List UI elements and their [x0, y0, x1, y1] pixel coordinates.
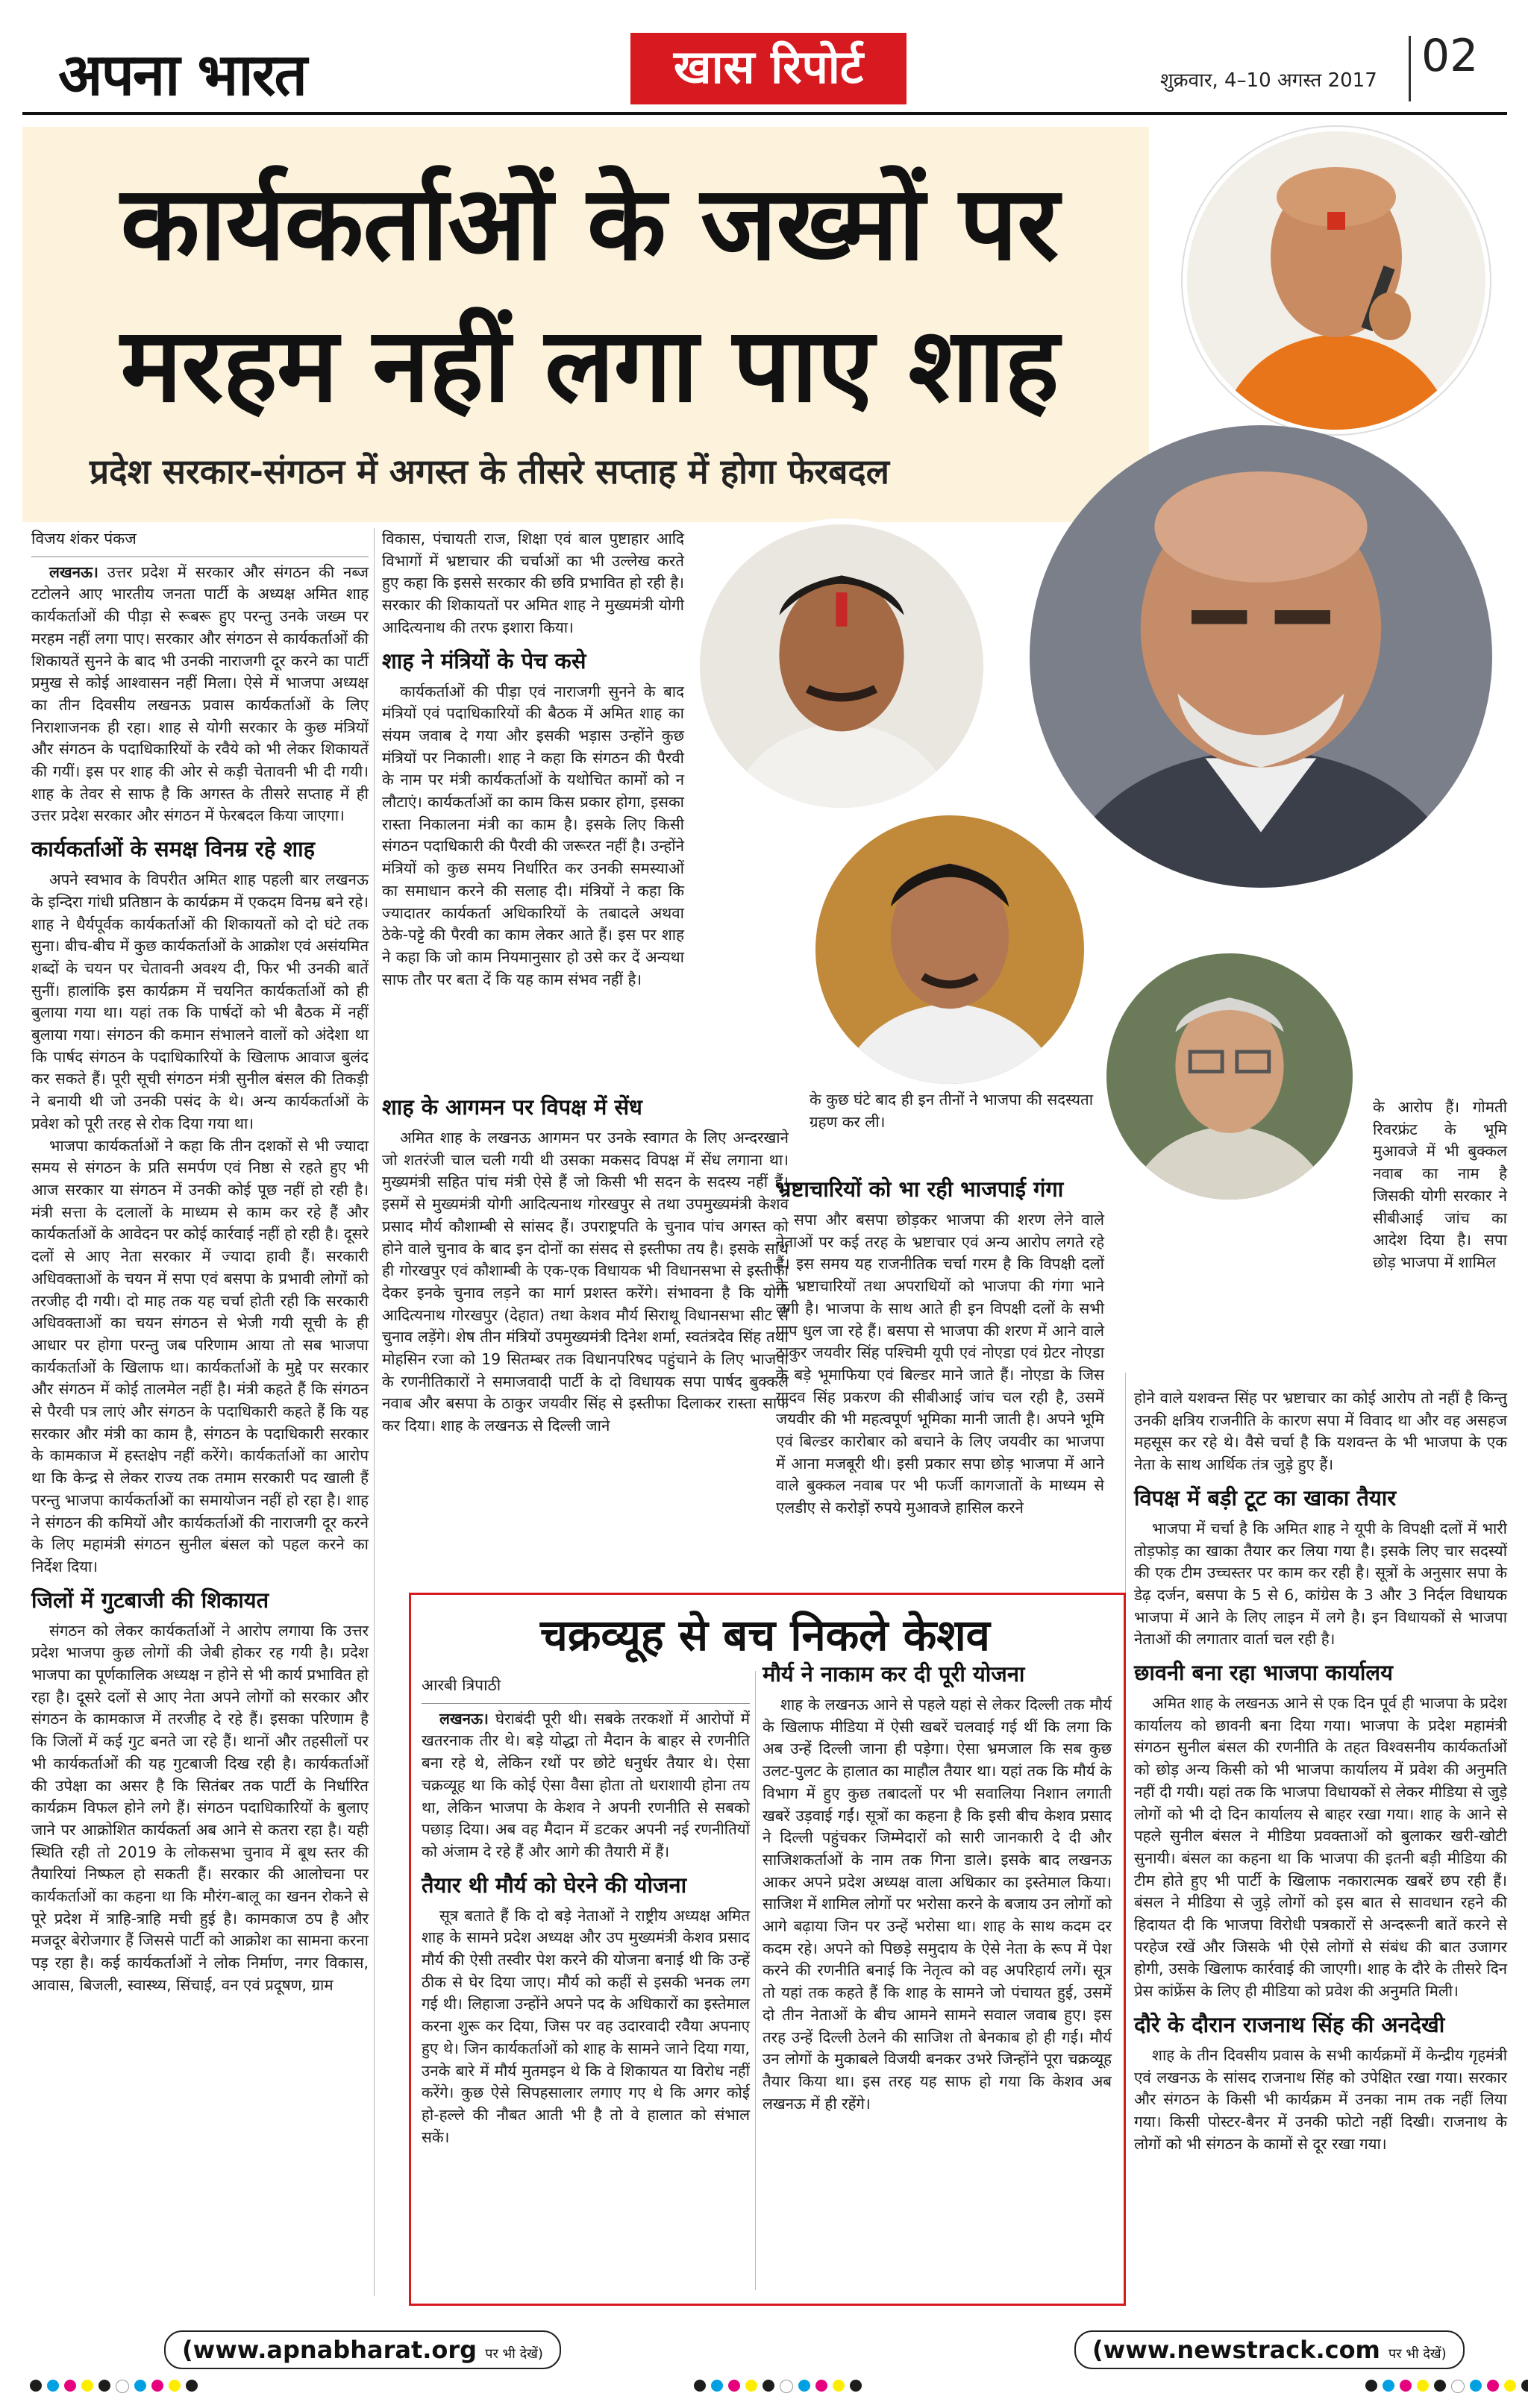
registration-dot	[1383, 2380, 1394, 2392]
article-paragraph: के कुछ घंटे बाद ही इन तीनों ने भाजपा की सदस्यता ग्रहण कर ली।	[810, 1091, 1093, 1131]
registration-dot	[169, 2380, 181, 2392]
column-divider	[374, 528, 375, 2296]
article-paragraph: संगठन को लेकर कार्यकर्ताओं ने आरोप लगाया कि उत्तर प्रदेश भाजपा कुछ लोगों की जेबी होकर रह गयी है। प्रदेश भाजपा का पूर्णकालिक अध्यक्ष न होने से भी कार्य प्रभावित हो रहा है। दूसरे दलों से आए नेता अपने लोगों को सरकार और संगठन के कामकाज में तरजीह दे रहे हैं। इसका परिणाम है कि जिलों में कई गुट बनते जा रहे हैं। थानों और तहसीलों पर भी कार्यकर्ताओं की यह गुटबाजी दिख रही है। कार्यकर्ताओं की उपेक्षा का असर है कि सितंबर तक पार्टी के निर्धारित कार्यक्रम विफल होने लगे हैं। संगठन पदाधिकारियों के बुलाए जाने पर आक्रोशित कार्यकर्ता अब आने से कतरा रहा है। यही स्थिति रही तो 2019 के लोकसभा चुनाव में बूथ स्तर की तैयारियां निष्फल हो सकती हैं। सरकार की आलोचना पर कार्यकर्ताओं का कहना था कि मौरंग-बालू का खनन रोकने से पूरे प्रदेश में त्राहि-त्राहि मची हुई है। कामकाज ठप है और मजदूर बेरोजगार हैं जिससे पार्टी को आक्रोश का सामना करना पड़ रहा है। कई कार्यकर्ताओं ने लोक निर्माण, नगर विकास, आवास, बिजली, स्वास्थ्य, सिंचाई, वन एवं प्रदूषण, ग्राम	[31, 1621, 369, 1994]
article-paragraph: अमित शाह के लखनऊ आने से एक दिन पूर्व ही भाजपा के प्रदेश कार्यालय को छावनी बना दिया गया। भाजपा के प्रदेश महामंत्री संगठन सुनील बंसल की रणनीति के तहत विश्वसनीय कार्यकर्ताओं को छोड़ अन्य किसी को भी भाजपा कार्यालय में प्रवेश की अनुमति नहीं दी गयी। यहां तक कि भाजपा विधायकों से लेकर मीडिया से जुड़े लोगों को भी दो दिन कार्यालय से बाहर रखा गया। शाह के आने से पहले सुनील बंसल ने मीडिया प्रवक्ताओं को बुलाकर खरी-खोटी सुनायी। बंसल का कहना था कि भाजपा की इतनी बड़ी मीडिया की टीम होते हुए भी पार्टी के खिलाफ नकारात्मक खबरें छप रही हैं। बंसल ने मीडिया से जुड़े लोगों को इस बात से सावधान रहने की हिदायत दी कि भाजपा विरोधी पत्रकारों से अन्दरूनी बातें करने से परहेज रखें और जिसके भी ऐसे लोगों से संबंध की बात उजागर होगी, उसके खिलाफ कार्रवाई की जाएगी। शाह के दौरे के तीसरे दिन प्रेस कांफ्रेंस के लिए ही मीडिया को प्रवेश की अनुमति मिली।	[1134, 1694, 1507, 2001]
registration-dot	[1365, 2380, 1377, 2392]
article-paragraph	[422, 1708, 750, 1863]
page-number-divider	[1409, 36, 1411, 101]
subhead: तैयार थी मौर्य को घेरने की योजना	[422, 1872, 687, 1898]
header-rule	[22, 112, 1507, 115]
footer-url: (www.apnabharat.org	[182, 2336, 478, 2364]
article-column-2-lower	[382, 1085, 789, 1437]
registration-marks-right	[1365, 2380, 1528, 2393]
section-tag: खास रिपोर्ट	[630, 33, 907, 104]
registration-dot	[798, 2380, 810, 2392]
article-paragraph: भाजपा कार्यकर्ताओं ने कहा कि तीन दशकों से भी ज्यादा समय से संगठन के प्रति समर्पण एवं निष्ठा से रहते हुए भी आज सरकार या संगठन में उनकी कोई पूछ नहीं हो रही है। मंत्री सत्ता के दलालों के माध्यम से काम कर रहे हैं और कार्यकर्ताओं के आवेदन पर कोई कार्रवाई नहीं हो रही है। दूसरे दलों से आए नेता सरकार में ज्यादा हावी हैं। सरकारी अधिवक्ताओं के चयन में सपा एवं बसपा के प्रभावी लोगों को तरजीह दी गयी। दो माह तक यह चर्चा होती रही कि सरकारी अधिवक्ताओं का चयन संगठन से भेजी गयी सूची के ही आधार पर होगा परन्तु जब परिणाम आया तो सब भाजपा कार्यकर्ताओं के खिलाफ था। कार्यकर्ताओं के मुद्दे पर सरकार और संगठन में कोई तालमेल नहीं है। मंत्री कहते हैं कि संगठन से पैरवी पत्र लाएं और संगठन के पदाधिकारी कहते हैं कि यह सरकार और मंत्री का काम है, संगठन के पदाधिकारी सरकार के कामकाज में हस्तक्षेप नहीं करेंगे। कार्यकर्ताओं का आरोप था कि केन्द्र से लेकर राज्य तक तमाम सरकारी पद खाली हैं परन्तु भाजपा कार्यकर्ताओं का समायोजन नहीं हो रहा है। शाह ने संगठन की कमियों और कार्यकर्ताओं की नाराजगी दूर करने के लिए महामंत्री संगठन सुनील बंसल को पहल करने का निर्देश दिया।	[31, 1136, 369, 1575]
registration-dot	[47, 2380, 59, 2392]
portrait-sunil-bansal	[1100, 947, 1359, 1205]
registration-dot	[850, 2380, 862, 2392]
article-column-3	[776, 1167, 1104, 1520]
article-paragraph: होने वाले यशवन्त सिंह पर भ्रष्टाचार का कोई आरोप तो नहीं है किन्तु उनकी क्षत्रिय राजनीति के कारण सपा में विवाद था और वह असहज महसूस कर रहे थे। वैसे चर्चा है कि यशवन्त के भी भाजपा के एक नेता के साथ आर्थिक तंत्र जुड़े हुए हैं।	[1134, 1389, 1507, 1474]
article-paragraph: सपा और बसपा छोड़कर भाजपा की शरण लेने वाले नेताओं पर कई तरह के भ्रष्टाचार एवं अन्य आरोप लगते रहे हैं। इस समय यह राजनीतिक चर्चा गरम है कि विपक्षी दलों के भ्रष्टाचारियों तथा अपराधियों को भाजपा की गंगा भाने लगी है। भाजपा के साथ आते ही इन विपक्षी दलों के सभी पाप धुल जा रहे हैं। बसपा से भाजपा की शरण में आने वाले ठाकुर जयवीर सिंह पश्चिमी यूपी एवं नोएडा एवं ग्रेटर नोएडा के बड़े भूमाफिया एवं बिल्डर माने जाते हैं। नोएडा के जिस यादव सिंह प्रकरण की सीबीआई जांच चल रही है, उसमें जयवीर की भी महत्वपूर्ण भूमिका मानी जाती है। अपने भूमि एवं बिल्डर कारोबार को बचाने के लिए जयवीर का भाजपा में आना मजबूरी थी। इसी प्रकार सपा छोड़ भाजपा में आने वाले बुक्कल नवाब पर भी फर्जी कागजातों के माध्यम से एलडीए से करोड़ों रुपये मुआवजे हासिल करने	[776, 1211, 1104, 1517]
article-paragraph: अपने स्वभाव के विपरीत अमित शाह पहली बार लखनऊ के इन्दिरा गांधी प्रतिष्ठान के कार्यक्रम में एकदम विनम्र बने रहे। शाह ने धैर्यपूर्वक कार्यकर्ताओं की शिकायतों को दो घंटे तक सुना। बीच-बीच में कुछ कार्यकर्ताओं के आक्रोश एवं असंयमित शब्दों के चयन पर चेतावनी अवश्य दी, फिर भी उनकी बातें सुनीं। हालांकि इस कार्यक्रम में चयनित कार्यकर्ताओं को ही बुलाया गया था। यहां तक कि पार्षदों को भी बैठक में नहीं बुलाया गया। संगठन की कमान संभालने वालों को अंदेशा था कि पार्षद संगठन के पदाधिकारियों के खिलाफ आवाज बुलंद कर सकते हैं। पूरी सूची संगठन मंत्री सुनील बंसल की तिकड़ी ने बनायी थी जो उनकी पसंद के थे। अन्य कार्यकर्ताओं के प्रवेश को पूरी तरह से रोक दिया गया था।	[31, 871, 369, 1132]
sidebar-column-right	[763, 1652, 1112, 2115]
masthead: अपना भारत	[58, 41, 306, 109]
headline-line-1: कार्यकर्ताओं के जख्मों पर	[120, 163, 1059, 283]
portrait-yogi-adityanath	[1183, 127, 1490, 434]
registration-dot	[1451, 2380, 1465, 2393]
article-paragraph: अमित शाह के लखनऊ आगमन पर उनके स्वागत के लिए अन्दरखाने जो शतरंजी चाल चली गयी थी उसका मकसद विपक्ष में सेंध लगाना था। मुख्यमंत्री सहित पांच मंत्री ऐसे हैं जो किसी भी सदन के सदस्य नहीं हैं। इसमें से मुख्यमंत्री योगी आदित्यनाथ गोरखपुर से तथा उपमुख्यमंत्री केशव प्रसाद मौर्य कौशाम्बी से सांसद हैं। उपराष्ट्रपति के चुनाव पांच अगस्त को होने वाले चुनाव के बाद इन दोनों का संसद से इस्तीफा तय है। इसके साथ ही गोरखपुर एवं कौशाम्बी के एक-एक विधायक भी विधानसभा से इस्तीफा देकर इनके चुनाव लड़ने का मार्ग प्रशस्त करेंगे। संभावना है कि योगी आदित्यनाथ गोरखपुर (देहात) तथा केशव मौर्य सिराथू विधानसभा सीट से चुनाव लड़ेंगे। शेष तीन मंत्रियों उपमुख्यमंत्री दिनेश शर्मा, स्वतंत्रदेव सिंह तथा मोहसिन रजा को 19 सितम्बर तक विधानपरिषद पहुंचाने के लिए भाजपा के रणनीतिकारों ने समाजवादी पार्टी के दो विधायक सपा पार्षद बुक्कल नवाब और बसपा के ठाकुर जयवीर सिंह से इस्तीफा दिलाकर रास्ता साफ कर दिया। शाह के लखनऊ से दिल्ली जाने	[382, 1129, 789, 1435]
sidebar-column-left	[422, 1675, 750, 2148]
registration-dot	[694, 2380, 706, 2392]
headline-line-2: मरहम नहीं लगा पाए शाह	[120, 305, 1059, 425]
subhead: छावनी बना रहा भाजपा कार्यालय	[1134, 1660, 1393, 1686]
subhead: शाह ने मंत्रियों के पेच कसे	[382, 648, 586, 674]
issue-date: शुक्रवार, 4–10 अगस्त 2017	[1160, 69, 1377, 92]
subhead: विपक्ष में बड़ी टूट का खाका तैयार	[1134, 1484, 1397, 1511]
article-column-4-top	[1373, 1097, 1507, 1274]
registration-dot	[815, 2380, 827, 2392]
subhead: जिलों में गुटबाजी की शिकायत	[31, 1587, 269, 1613]
registration-dot	[711, 2380, 723, 2392]
page-number: 02	[1421, 30, 1479, 82]
subhead: कार्यकर्ताओं के समक्ष विनम्र रहे शाह	[31, 836, 316, 862]
dateline: लखनऊ।	[49, 562, 98, 581]
subhead: मौर्य ने नाकाम कर दी पूरी योजना	[763, 1661, 1025, 1687]
portrait-amit-shah	[1030, 425, 1492, 888]
registration-dot	[30, 2380, 42, 2392]
registration-dot	[1470, 2380, 1482, 2392]
article-column-1	[31, 528, 369, 1997]
sidebar-title: चक्रव्यूह से बच निकले केशव	[540, 1610, 990, 1661]
sidebar-column-divider	[755, 1671, 756, 2290]
subhead: शाह के आगमन पर विपक्ष में सेंध	[382, 1094, 642, 1120]
registration-dot	[1434, 2380, 1446, 2392]
sidebar-byline: आरबी त्रिपाठी	[422, 1675, 750, 1704]
registration-dot	[833, 2380, 845, 2392]
registration-dot	[151, 2380, 163, 2392]
subheadline: प्रदेश सरकार-संगठन में अगस्त के तीसरे सप्ताह में होगा फेरबदल	[90, 451, 889, 492]
article-paragraph: भाजपा में चर्चा है कि अमित शाह ने यूपी के विपक्षी दलों में भारी तोड़फोड़ का खाका तैयार कर लिया गया है। इसके लिए चार सदस्यों की एक टीम उच्चस्तर पर काम कर रही है। सूत्रों के अनुसार सपा के डेढ़ दर्जन, बसपा के 5 से 6, कांग्रेस के 3 और 3 निर्दल विधायक भाजपा में आने के लिए लाइन में लगे है। इन विधायकों से भाजपा नेताओं की लगातार वार्ता चल रही है।	[1134, 1519, 1507, 1649]
registration-dot	[1417, 2380, 1429, 2392]
registration-dot	[116, 2380, 129, 2393]
subhead: दौरे के दौरान राजनाथ सिंह की अनदेखी	[1134, 2011, 1445, 2037]
article-paragraph: शाह के लखनऊ आने से पहले यहां से लेकर दिल्ली तक मौर्य के खिलाफ मीडिया में ऐसी खबरें चलवाई गई थीं कि लगा कि अब उन्हें दिल्ली जाना ही पड़ेगा। ऐसा भ्रमजाल कि सब कुछ उलट-पुलट के हालात का माहौल तैयार था। यहां तक कि मौर्य के विभाग में हुए कुछ तबादलों पर भी सवालिया निशान लगाती खबरें उड़वाई गईं। सूत्रों का कहना है कि इसी बीच केशव प्रसाद ने दिल्ली पहुंचकर जिम्मेदारों को सारी जानकारी दे दी और साजिशकर्ताओं के नाम तक गिना डाले। इसके बाद लखनऊ आकर अपने प्रदेश अध्यक्ष वाला अधिकार का इस्तेमाल किया। साजिश में शामिल लोगों पर भरोसा करने के बजाय उन लोगों को आगे बढ़ाया जिन पर उन्हें भरोसा था। शाह के साथ कदम दर कदम रहे। अपने को पिछड़े समुदाय के ऐसे नेता के रूप में पेश करने की रणनीति बनाई कि नेतृत्व को वह अपरिहार्य लगें। सूत्र तो यहां तक कहते हैं कि शाह के सामने जो पंचायत हुई, उसमें दो तीन नेताओं के बीच आमने सामने सवाल जवाब हुए। इस तरह उन्हें दिल्ली ठेलने की साजिश तो बेनकाब हो ही गई। मौर्य उन लोगों के मुकाबले विजयी बनकर उभरे जिन्होंने पूरा चक्रव्यूह तैयार किया था। इस तरह यह साफ हो गया कि केशव अब लखनऊ में ही रहेंगे।	[763, 1696, 1112, 2113]
article-column-2	[382, 528, 684, 991]
registration-dot	[1487, 2380, 1499, 2392]
footer-link-apnabharat[interactable]	[164, 2330, 561, 2369]
article-paragraph	[31, 562, 369, 827]
registration-marks-left	[30, 2380, 198, 2393]
registration-dot	[745, 2380, 757, 2392]
registration-dot	[1521, 2380, 1528, 2392]
registration-dot	[728, 2380, 740, 2392]
footer-link-newstrack[interactable]	[1074, 2330, 1465, 2369]
registration-dot	[134, 2380, 146, 2392]
registration-dot	[1504, 2380, 1516, 2392]
portrait-dinesh-sharma	[810, 809, 1090, 1090]
article-paragraph: शाह के तीन दिवसीय प्रवास के सभी कार्यक्रमों में केन्द्रीय गृहमंत्री एवं लखनऊ के सांसद राजनाथ सिंह को उपेक्षित रखा गया। सरकार और संगठन के किसी भी कार्यक्रम में उनका नाम तक नहीं लिया गया। किसी पोस्टर-बैनर में उनकी फोटो नहीं दिखी। राजनाथ के लोगों को भी संगठन के कामों से दूर रखा गया।	[1134, 2045, 1507, 2153]
footer-url: (www.newstrack.com	[1092, 2336, 1380, 2364]
byline: विजय शंकर पंकज	[31, 528, 369, 557]
footer-suffix: पर भी देखें)	[1388, 2346, 1447, 2362]
paragraph-text: उत्तर प्रदेश में सरकार और संगठन की नब्ज टटोलने आए भारतीय जनता पार्टी के अध्यक्ष अमित शाह कार्यकर्ताओं की पीड़ा से रूबरू हुए परन्तु उनके जख्म पर मरहम नहीं लगा पाए। सरकार और संगठन से कार्यकर्ताओं की शिकायतें सुनने के बाद भी उनकी नाराजगी दूर करने का पार्टी प्रमुख से कोई आश्वासन नहीं मिला। ऐसे में भाजपा अध्यक्ष का तीन दिवसीय लखनऊ प्रवास कार्यकर्ताओं के लिए निराशाजनक ही रहा। शाह से योगी सरकार के कुछ मंत्रियों और संगठन के पदाधिकारियों के रवैये को भी लेकर शिकायतें की गयीं। इस पर शाह की ओर से कड़ी चेतावनी भी दी गयी। शाह के तेवर से साफ है कि अगस्त के तीसरे सप्ताह में ही उत्तर प्रदेश सरकार और संगठन में फेरबदल किया जाएगा।	[31, 562, 369, 825]
registration-marks-center	[694, 2380, 862, 2393]
registration-dot	[186, 2380, 198, 2392]
registration-dot	[780, 2380, 793, 2393]
portrait-keshav-maurya	[694, 518, 989, 814]
dateline: लखनऊ।	[439, 1709, 489, 1728]
registration-dot	[763, 2380, 774, 2392]
registration-dot	[64, 2380, 76, 2392]
article-paragraph: कार्यकर्ताओं की पीड़ा एवं नाराजगी सुनने के बाद मंत्रियों एवं पदाधिकारियों की बैठक में अमित शाह का संयम जवाब दे गया और इसकी भड़ास उन्होंने कुछ मंत्रियों पर निकाली। शाह ने कहा कि संगठन की पैरवी के नाम पर मंत्री कार्यकर्ताओं के यथोचित कामों को न लौटाएं। कार्यकर्ताओं का काम किस प्रकार होगा, इसका रास्ता निकालना मंत्री का काम है। इसके लिए किसी संगठन पदाधिकारी की पैरवी की जरूरत नहीं है। उन्होंने मंत्रियों को कुछ समय निर्धारित कर उनकी समस्याओं का समाधान करने की सलाह दी। मंत्रियों ने कहा कि ज्यादातर कार्यकर्ता अधिकारियों के तबादले अथवा ठेके-पट्टे की पैरवी का काम लेकर आते हैं। इस पर शाह ने कहा कि जो काम नियमानुसार हो उसे कर दें अन्यथा साफ तौर पर बता दें कि यह काम संभव नहीं है।	[382, 682, 684, 988]
registration-dot	[81, 2380, 93, 2392]
article-paragraph: सूत्र बताते हैं कि दो बड़े नेताओं ने राष्ट्रीय अध्यक्ष अमित शाह के सामने प्रदेश अध्यक्ष और उप मुख्यमंत्री केशव प्रसाद मौर्य की ऐसी तस्वीर पेश करने की योजना बनाई थी कि उन्हें ठीक से घेर दिया जाए। मौर्य को कहीं से इसकी भनक लग गई थी। लिहाजा उन्होंने अपने पद के अधिकारों का इस्तेमाल करना शुरू कर दिया, जिस पर वह उदारवादी रवैया अपनाए हुए थे। जिन कार्यकर्ताओं को शाह के सामने जाने दिया गया, उनके बारे में मौर्य मुतमइन थे कि वे शिकायत या विरोध नहीं करेंगे। कुछ ऐसे सिपहसालार लगाए गए थे कि अगर कोई हो-हल्ले की नौबत आती भी है तो वे हालात को संभाल सकें।	[422, 1906, 750, 2146]
registration-dot	[98, 2380, 110, 2392]
article-column-4	[1134, 1388, 1507, 2155]
subhead: भ्रष्टाचारियों को भा रही भाजपाई गंगा	[776, 1176, 1064, 1202]
article-paragraph: विकास, पंचायती राज, शिक्षा एवं बाल पुष्टाहार आदि विभागों में भ्रष्टाचार की चर्चाओं का भी उल्लेख करते हुए कहा कि इससे सरकार की छवि प्रभावित हो रही है। सरकार की शिकायतों पर अमित शाह ने मुख्यमंत्री योगी आदित्यनाथ की तरफ इशारा किया।	[382, 530, 684, 636]
article-column-3-top	[810, 1089, 1093, 1133]
paragraph-text: घेराबंदी पूरी थी। सबके तरकशों में आरोपों में खतरनाक तीर थे। बड़े योद्धा तो मैदान के बाहर से रणनीति बना रहे थे, लेकिन रथों पर छोटे धनुर्धर तैयार थे। ऐसा चक्रव्यूह था कि कोई ऐसा वैसा होता तो धराशायी होना तय था, लेकिन भाजपा के केशव ने अपनी रणनीति से सबको पछाड़ दिया। अब वह मैदान में डटकर अपनी नई रणनीतियों को अंजाम दे रहे हैं और आगे की तैयारी में हैं।	[422, 1709, 750, 1860]
registration-dot	[1400, 2380, 1412, 2392]
article-paragraph: के आरोप हैं। गोमती रिवरफ्रंट के भूमि मुआवजे में भी बुक्कल नवाब का नाम है जिसकी योगी सरकार ने सीबीआई जांच का आदेश दिया है। सपा छोड़ भाजपा में शामिल	[1373, 1098, 1507, 1271]
footer-suffix: पर भी देखें)	[485, 2346, 543, 2362]
